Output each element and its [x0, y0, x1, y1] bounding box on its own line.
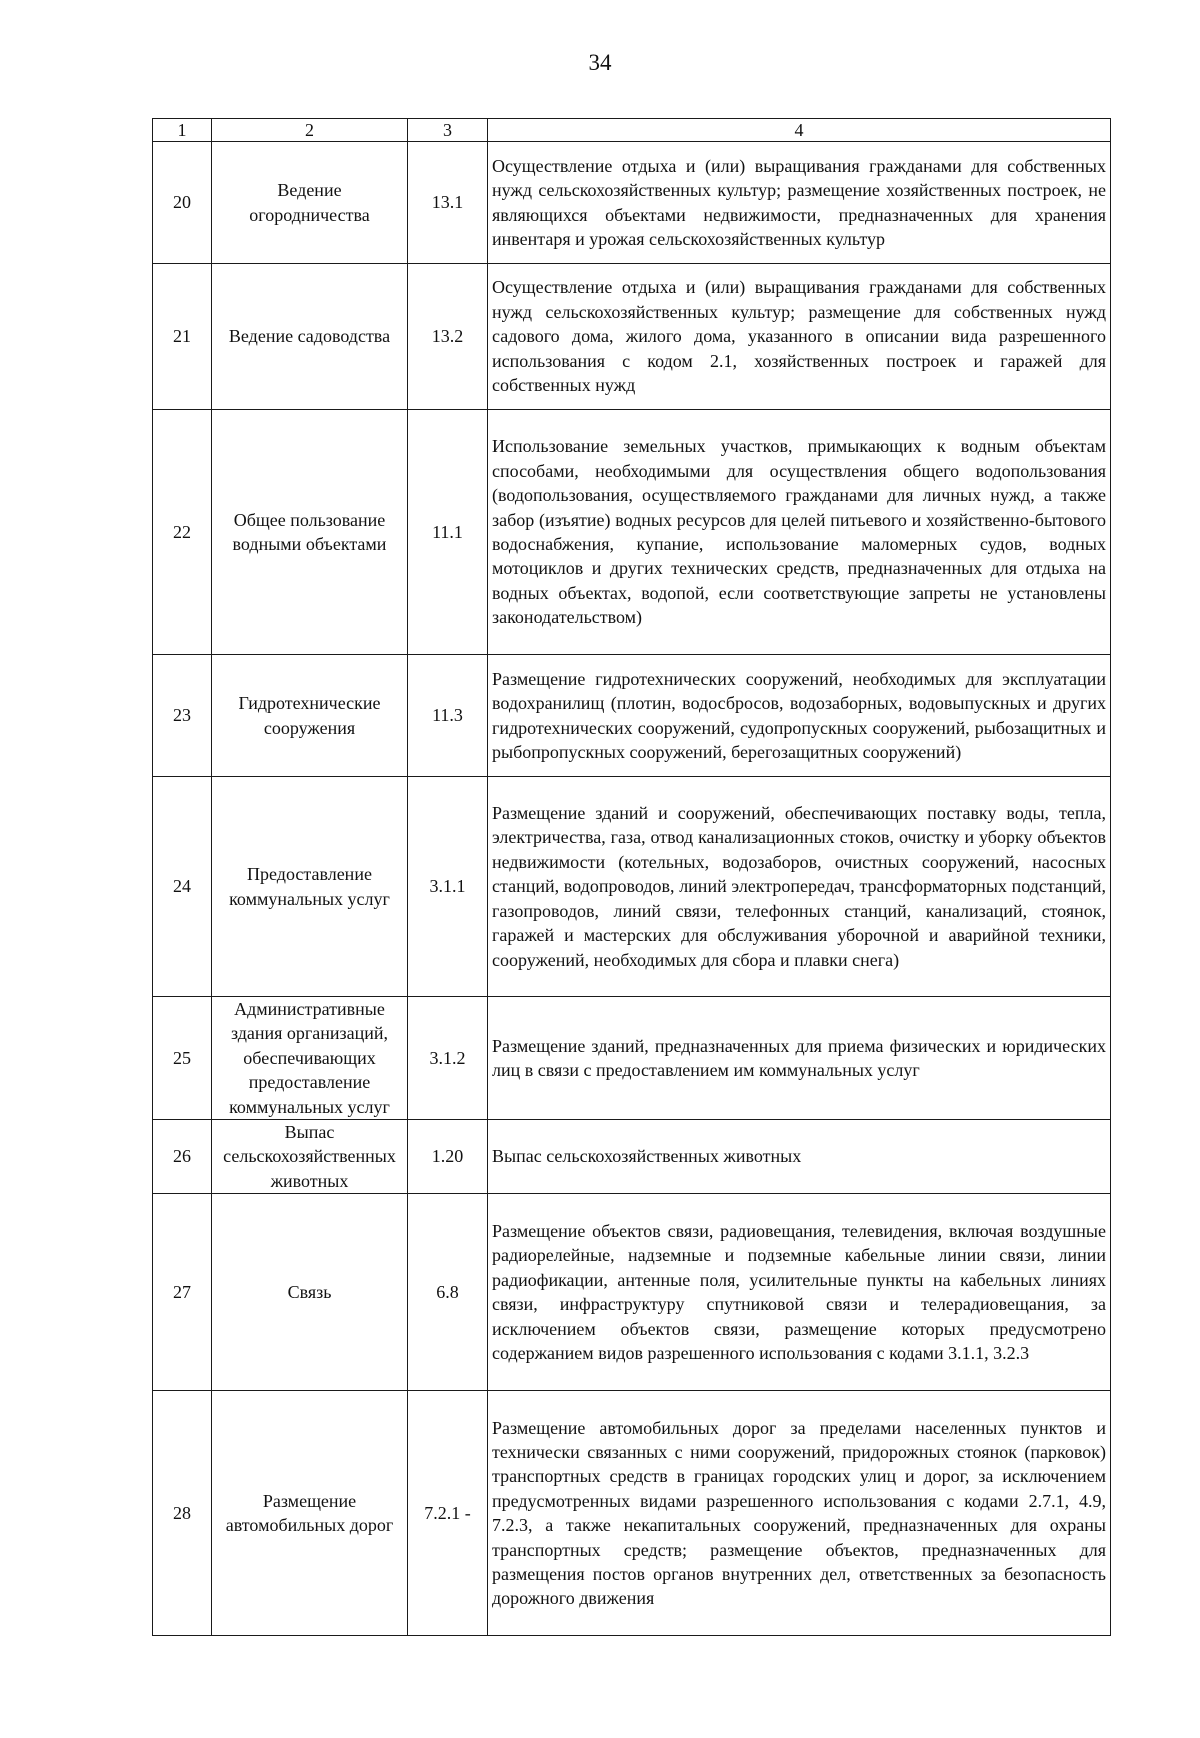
use-type-code: 7.2.1 - — [408, 1391, 488, 1636]
use-type-code: 3.1.1 — [408, 777, 488, 997]
use-type-name: Связь — [212, 1194, 408, 1391]
use-type-code: 1.20 — [408, 1120, 488, 1194]
use-type-name: Общее пользование водными объектами — [212, 410, 408, 655]
use-type-name: Размещение автомобильных дорог — [212, 1391, 408, 1636]
row-number: 28 — [153, 1391, 212, 1636]
use-type-description: Размещение объектов связи, радиовещания, телевидения, включая воздушные радиорелейные, надземные и подземные кабельные линии связи, линии радиофикации, антенные поля, усилительные пункты на кабельных линиях связи, инфраструктуру спутниковой связи и телерадиовещания, за исключением объектов связи, размещение которых предусмотрено содержанием видов разрешенного использования с кодами 3.1.1, 3.2.3 — [488, 1194, 1111, 1391]
use-type-name: Административные здания организаций, обеспечивающих предоставление коммунальных услуг — [212, 997, 408, 1120]
row-number: 26 — [153, 1120, 212, 1194]
row-number: 21 — [153, 264, 212, 410]
use-type-name: Гидротехнические сооружения — [212, 655, 408, 777]
row-number: 27 — [153, 1194, 212, 1391]
table-row — [153, 777, 1111, 997]
page-number: 34 — [588, 50, 612, 75]
use-type-description: Размещение зданий, предназначенных для приема физических и юридических лиц в связи с предоставлением им коммунальных услуг — [488, 997, 1111, 1120]
row-number: 23 — [153, 655, 212, 777]
use-type-code: 6.8 — [408, 1194, 488, 1391]
use-type-description: Выпас сельскохозяйственных животных — [488, 1120, 1111, 1194]
table-header-row — [153, 119, 1111, 142]
row-number: 20 — [153, 142, 212, 264]
table-row — [153, 1194, 1111, 1391]
use-type-code: 13.2 — [408, 264, 488, 410]
row-number: 24 — [153, 777, 212, 997]
row-number: 22 — [153, 410, 212, 655]
table-row — [153, 1391, 1111, 1636]
header-col-4: 4 — [488, 119, 1111, 142]
header-col-3: 3 — [408, 119, 488, 142]
use-type-description: Использование земельных участков, примыкающих к водным объектам способами, необходимыми для осуществления общего водопользования (водопользования, осуществляемого гражданами для личных нужд, а также забор (изъятие) водных ресурсов для целей питьевого и хозяйственно-бытового водоснабжения, купание, использование маломерных судов, водных мотоциклов и других технических средств, предназначенных для отдыха на водных объектах, водопой, если соответствующие запреты не установлены законодательством) — [488, 410, 1111, 655]
use-type-name: Предоставление коммунальных услуг — [212, 777, 408, 997]
use-type-description: Осуществление отдыха и (или) выращивания гражданами для собственных нужд сельскохозяйственных культур; размещение для собственных нужд садового дома, жилого дома, указанного в описании вида разрешенного использования с кодом 2.1, хозяйственных построек и гаражей для собственных нужд — [488, 264, 1111, 410]
land-use-table — [152, 118, 1111, 1636]
use-type-description: Осуществление отдыха и (или) выращивания гражданами для собственных нужд сельскохозяйственных культур; размещение хозяйственных построек, не являющихся объектами недвижимости, предназначенных для хранения инвентаря и урожая сельскохозяйственных культур — [488, 142, 1111, 264]
use-type-description: Размещение зданий и сооружений, обеспечивающих поставку воды, тепла, электричества, газа, отвод канализационных стоков, очистку и уборку объектов недвижимости (котельных, водозаборов, очистных сооружений, насосных станций, водопроводов, линий электропередач, трансформаторных подстанций, газопроводов, линий связи, телефонных станций, канализаций, стоянок, гаражей и мастерских для обслуживания уборочной и аварийной техники, сооружений, необходимых для сбора и плавки снега) — [488, 777, 1111, 997]
use-type-name: Выпас сельскохозяйственных животных — [212, 1120, 408, 1194]
header-col-2: 2 — [212, 119, 408, 142]
table-row — [153, 997, 1111, 1120]
use-type-code: 13.1 — [408, 142, 488, 264]
use-type-code: 3.1.2 — [408, 997, 488, 1120]
use-type-name: Ведение огородничества — [212, 142, 408, 264]
table-row — [153, 410, 1111, 655]
use-type-name: Ведение садоводства — [212, 264, 408, 410]
header-col-1: 1 — [153, 119, 212, 142]
table-row — [153, 142, 1111, 264]
row-number: 25 — [153, 997, 212, 1120]
use-type-description: Размещение автомобильных дорог за пределами населенных пунктов и технически связанных с ними сооружений, придорожных стоянок (парковок) транспортных средств в границах городских улиц и дорог, за исключением предусмотренных видами разрешенного использования с кодами 2.7.1, 4.9, 7.2.3, а также некапитальных сооружений, предназначенных для охраны транспортных средств; размещение объектов, предназначенных для размещения постов органов внутренних дел, ответственных за безопасность дорожного движения — [488, 1391, 1111, 1636]
use-type-code: 11.3 — [408, 655, 488, 777]
table-row — [153, 655, 1111, 777]
table-row — [153, 1120, 1111, 1194]
use-type-description: Размещение гидротехнических сооружений, необходимых для эксплуатации водохранилищ (плотин, водосбросов, водозаборных, водовыпускных и других гидротехнических сооружений, судопропускных сооружений, рыбозащитных и рыбопропускных сооружений, берегозащитных сооружений) — [488, 655, 1111, 777]
table-row — [153, 264, 1111, 410]
use-type-code: 11.1 — [408, 410, 488, 655]
